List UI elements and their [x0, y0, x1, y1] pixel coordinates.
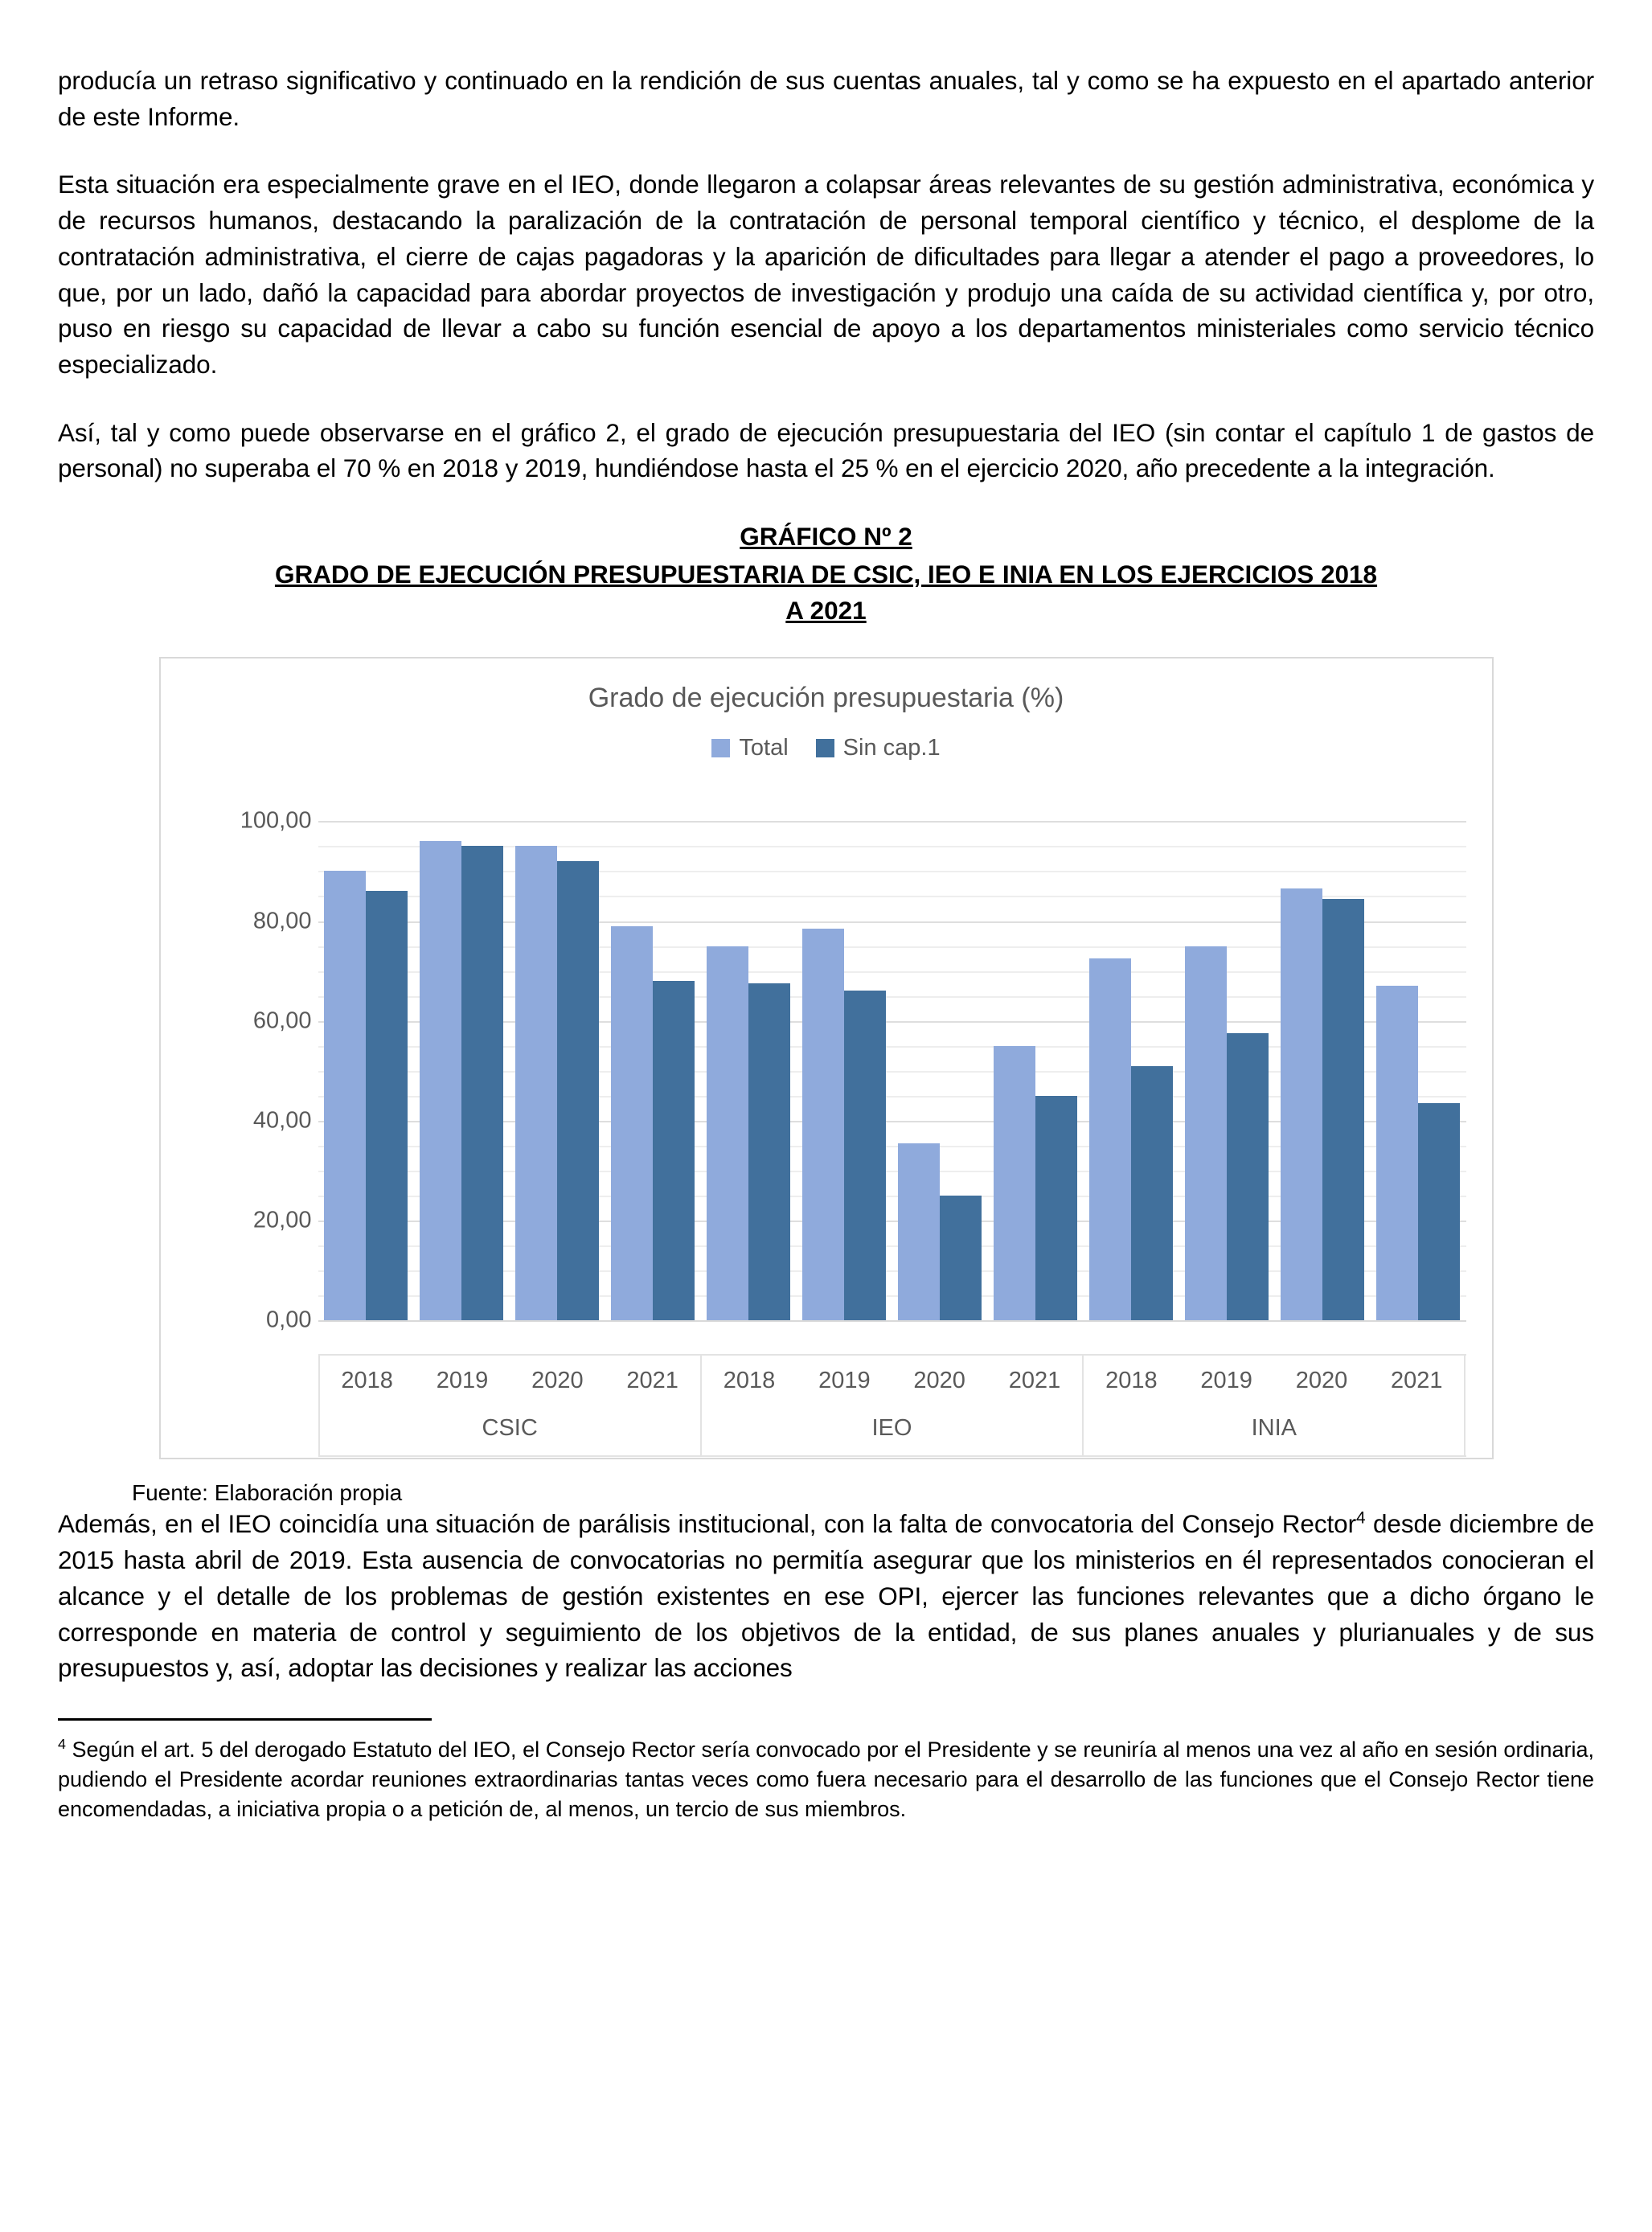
paragraph-4-part-b: desde diciembre de 2015 hasta abril de 2019. Esta ausencia de convocatorias no permitía asegurar que los ministerios en él representados conocieran el alcance y el detalle de los problemas de gestión existentes en ese OPI, ejercer las funciones relevantes que a dicho órgano le corresponde en materia de control y seguimiento de los objetivos de la entidad, de sus planes anuales y plurianuales y de sus presupuestos y, así, adoptar las decisiones y realizar las acciones — [58, 1509, 1594, 1683]
bar-total-csic-2020[interactable] — [515, 846, 557, 1320]
footnote-marker: 4 — [58, 1735, 66, 1752]
bar-pair-csic-2021 — [611, 821, 695, 1320]
bar-pair-inia-2020 — [1281, 821, 1365, 1320]
y-axis-tick-label: 0,00 — [266, 1307, 312, 1333]
paragraph-2: Esta situación era especialmente grave en el IEO, donde llegaron a colapsar áreas relevantes de su gestión administrativa, económica y de recursos humanos, destacando la paralización de la contratación de personal temporal científico y técnico, el desplome de la contratación administrativa, el cierre de cajas pagadoras y la aparición de dificultades para llegar a atender el pago a proveedores, lo que, por un lado, dañó la capacidad para abordar proyectos de investigación y produjo una caída de su actividad científica y, por otro, puso en riesgo su capacidad de llevar a cabo su función esencial de apoyo a los departamentos ministeriales como servicio técnico especializado. — [58, 170, 1594, 380]
bar-group-csic — [318, 821, 701, 1320]
legend-item-total[interactable] — [711, 735, 788, 761]
figure-caption-line-3: A 2021 — [785, 595, 867, 625]
x-axis-group-inia — [1084, 1356, 1465, 1455]
bar-total-inia-2018[interactable] — [1089, 958, 1131, 1320]
bar-sincap1-inia-2020[interactable] — [1322, 899, 1364, 1321]
paragraph-1: producía un retraso significativo y continuado en la rendición de sus cuentas anuales, tal y como se ha expuesto en el apartado anterior de este Informe. — [58, 66, 1594, 131]
figure-caption-line-1: GRÁFICO Nº 2 — [740, 522, 912, 552]
bar-total-ieo-2020[interactable] — [898, 1143, 940, 1320]
chart-title: Grado de ejecución presupuestaria (%) — [588, 683, 1064, 714]
bar-pair-ieo-2021 — [994, 821, 1078, 1320]
bar-total-ieo-2018[interactable] — [707, 946, 748, 1321]
footnote-text: Según el art. 5 del derogado Estatuto del IEO, el Consejo Rector sería convocado por el Presidente y se reuniría al menos una vez al año en sesión ordinaria, pudiendo el Presidente acordar reuniones extraordinarias tantas veces como fuera necesario para el desarrollo de las funciones que el Consejo Rector tiene encomendadas, a iniciativa propia o a petición de, al menos, un tercio de sus miembros. — [58, 1737, 1594, 1822]
y-axis-tick-label: 60,00 — [252, 1007, 312, 1034]
bar-sincap1-inia-2021[interactable] — [1418, 1103, 1460, 1320]
bar-group-inia — [1084, 821, 1466, 1320]
bar-pair-ieo-2019 — [802, 821, 887, 1320]
bar-sincap1-inia-2018[interactable] — [1131, 1066, 1173, 1321]
bar-pair-inia-2019 — [1185, 821, 1269, 1320]
x-axis-year-label: 2021 — [1391, 1368, 1443, 1394]
chart-container — [159, 657, 1494, 1459]
footnote-separator — [58, 1718, 432, 1721]
bar-sincap1-csic-2018[interactable] — [366, 891, 408, 1320]
figure-source: Fuente: Elaboración propia — [132, 1480, 403, 1506]
x-axis-category-table — [318, 1354, 1466, 1457]
bar-pair-ieo-2020 — [898, 821, 982, 1320]
bar-sincap1-ieo-2020[interactable] — [940, 1196, 982, 1320]
y-axis-tick-label: 80,00 — [252, 908, 312, 934]
x-axis-group-label: INIA — [1251, 1415, 1297, 1442]
bar-pair-inia-2021 — [1376, 821, 1461, 1320]
paragraph-3: Así, tal y como puede observarse en el gráfico 2, el grado de ejecución presupuestaria del IEO (sin contar el capítulo 1 de gastos de personal) no superaba el 70 % en 2018 y 2019, hundiéndose hasta el 25 % en el ejercicio 2020, año precedente a la integración. — [58, 417, 1594, 483]
bar-total-csic-2021[interactable] — [611, 926, 653, 1321]
bar-pair-csic-2018 — [324, 821, 408, 1320]
bar-total-ieo-2019[interactable] — [802, 929, 844, 1320]
legend-swatch-total — [711, 739, 730, 757]
bar-pair-csic-2019 — [420, 821, 504, 1320]
figure-caption — [58, 519, 1594, 628]
figure-caption-line-2: GRADO DE EJECUCIÓN PRESUPUESTARIA DE CSIC, IEO E INIA EN LOS EJERCICIOS 2018 — [274, 559, 1378, 589]
y-axis-tick-label: 20,00 — [252, 1207, 312, 1233]
bars-layer — [318, 821, 1466, 1320]
x-axis-year-label: 2019 — [818, 1368, 871, 1394]
bar-total-csic-2019[interactable] — [420, 841, 461, 1320]
bar-total-inia-2020[interactable] — [1281, 888, 1322, 1320]
x-axis-year-label: 2020 — [1295, 1368, 1348, 1394]
bar-sincap1-ieo-2021[interactable] — [1035, 1096, 1077, 1320]
footnote-ref-4[interactable]: 4 — [1355, 1508, 1366, 1528]
legend-label-total: Total — [739, 735, 789, 761]
gridline-major — [318, 1320, 1466, 1322]
bar-sincap1-csic-2019[interactable] — [461, 846, 503, 1320]
paragraph-4-part-a: Además, en el IEO coincidía una situación de parálisis institucional, con la falta de convocatoria del Consejo Rector — [58, 1509, 1356, 1539]
bar-sincap1-inia-2019[interactable] — [1227, 1033, 1269, 1320]
x-axis-year-label: 2020 — [913, 1368, 965, 1394]
x-axis-year-label: 2018 — [723, 1368, 776, 1394]
bar-sincap1-ieo-2018[interactable] — [748, 983, 790, 1320]
bar-total-ieo-2021[interactable] — [994, 1046, 1035, 1321]
y-axis-tick-label: 100,00 — [240, 807, 312, 834]
x-axis-year-label: 2021 — [1008, 1368, 1061, 1394]
x-axis-year-label: 2021 — [626, 1368, 678, 1394]
legend-item-sin-cap1[interactable] — [816, 735, 941, 761]
x-axis-group-label: CSIC — [482, 1415, 538, 1442]
y-axis-tick-label: 40,00 — [252, 1107, 312, 1134]
bar-sincap1-csic-2020[interactable] — [557, 861, 599, 1320]
x-axis-year-label: 2019 — [1200, 1368, 1252, 1394]
x-axis-year-label: 2018 — [1105, 1368, 1158, 1394]
bar-pair-csic-2020 — [515, 821, 600, 1320]
bar-total-inia-2019[interactable] — [1185, 946, 1227, 1321]
footnote-4 — [58, 1735, 1594, 1825]
paragraph-4 — [58, 1506, 1594, 1686]
x-axis-year-label: 2018 — [341, 1368, 393, 1394]
bar-pair-ieo-2018 — [707, 821, 791, 1320]
legend-label-sin-cap1: Sin cap.1 — [842, 735, 941, 761]
plot-area — [161, 787, 1492, 1442]
x-axis-year-label: 2019 — [436, 1368, 489, 1394]
legend-swatch-sin-cap1 — [816, 739, 834, 757]
x-axis-group-ieo — [702, 1356, 1084, 1455]
bar-pair-inia-2018 — [1089, 821, 1174, 1320]
x-axis-group-csic — [320, 1356, 702, 1455]
bar-sincap1-csic-2021[interactable] — [653, 981, 695, 1320]
x-axis-year-label: 2020 — [531, 1368, 584, 1394]
bar-total-csic-2018[interactable] — [324, 871, 366, 1320]
bar-group-ieo — [701, 821, 1084, 1320]
chart-legend — [161, 735, 1492, 761]
y-axis — [183, 807, 312, 1333]
bar-total-inia-2021[interactable] — [1376, 986, 1418, 1320]
bar-sincap1-ieo-2019[interactable] — [844, 991, 886, 1320]
x-axis-group-label: IEO — [871, 1415, 912, 1442]
